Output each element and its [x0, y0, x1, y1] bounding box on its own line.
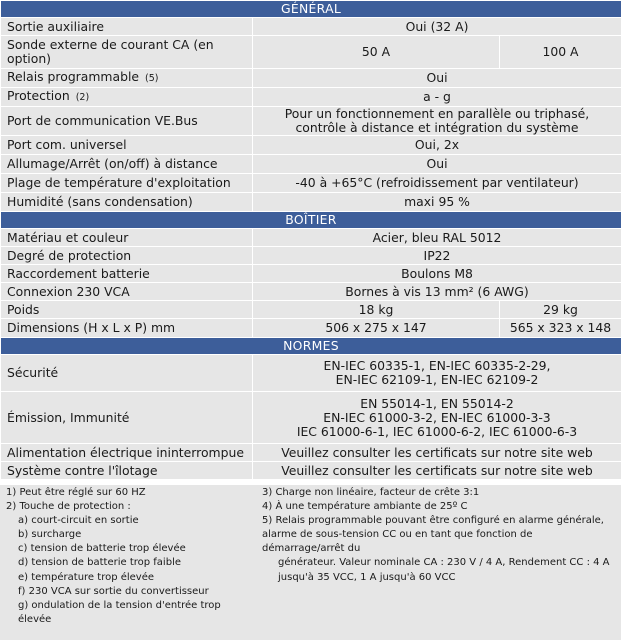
row-value-model-1: 18 kg [253, 301, 500, 319]
row-anti-islanding [1, 462, 622, 480]
row-value-line: EN-IEC 62109-1, EN-IEC 62109-2 [335, 372, 539, 387]
row-label: Alimentation électrique ininterrompue [1, 444, 253, 462]
section-header-housing [1, 212, 622, 229]
row-weight [1, 301, 622, 319]
row-label: Port com. universel [1, 136, 253, 155]
row-label: Système contre l'îlotage [1, 462, 253, 480]
footnote-5: 5) Relais programmable pouvant être configuré en alarme générale, alarme de sous-tension CC ou en tant que fonction de démarrage/arrêt du [262, 515, 604, 555]
row-label [1, 69, 253, 88]
row-label: Sortie auxiliaire [1, 18, 253, 36]
row-label: Sonde externe de courant CA (en option) [1, 36, 253, 69]
footnote-2d: d) tension de batterie trop faible [18, 557, 181, 569]
row-dimensions [1, 319, 622, 338]
row-humidity [1, 193, 622, 212]
section-title-general: GÉNÉRAL [1, 1, 622, 18]
row-value-model-2: 100 A [500, 36, 622, 69]
row-value-model-1: 50 A [253, 36, 500, 69]
row-label: Port de communication VE.Bus [1, 107, 253, 136]
row-label [1, 88, 253, 107]
row-label: Matériau et couleur [1, 229, 253, 247]
footnote-2g: g) ondulation de la tension d'entrée trop élevée [18, 599, 221, 625]
row-value: Oui [253, 155, 622, 174]
footnotes-left [6, 486, 254, 627]
row-aux-output [1, 18, 622, 36]
row-protection-degree [1, 247, 622, 265]
row-ups [1, 444, 622, 462]
row-value: IP22 [253, 247, 622, 265]
row-label-text: Relais programmable [7, 69, 140, 84]
row-label: Allumage/Arrêt (on/off) à distance [1, 155, 253, 174]
row-value-model-2: 29 kg [500, 301, 622, 319]
row-value: maxi 95 % [253, 193, 622, 212]
row-relay [1, 69, 622, 88]
row-value: a - g [253, 88, 622, 107]
row-label: Émission, Immunité [1, 392, 253, 444]
row-value: Boulons M8 [253, 265, 622, 283]
row-value: Oui (32 A) [253, 18, 622, 36]
row-value [253, 355, 622, 392]
row-universal-port [1, 136, 622, 155]
row-material [1, 229, 622, 247]
row-remote-onoff [1, 155, 622, 174]
section-header-general [1, 1, 622, 18]
row-value-line: EN 55014-1, EN 55014-2 [360, 395, 514, 411]
footnote-2: 2) Touche de protection : [6, 501, 131, 513]
row-label: Plage de température d'exploitation [1, 174, 253, 193]
footnote-2e: e) température trop élevée [18, 571, 155, 583]
row-safety [1, 355, 622, 392]
row-value-line: EN-IEC 60335-1, EN-IEC 60335-2-29, [323, 358, 551, 373]
row-temp-range [1, 174, 622, 193]
footnote-1: 1) Peut être réglé sur 60 HZ [6, 487, 146, 498]
row-protection [1, 88, 622, 107]
row-label: Connexion 230 VCA [1, 283, 253, 301]
row-value [253, 392, 622, 444]
footnote-3: 3) Charge non linéaire, facteur de crête 3:1 [262, 487, 480, 498]
row-value: Veuillez consulter les certificats sur notre site web [253, 462, 622, 480]
row-label: Poids [1, 301, 253, 319]
row-label: Humidité (sans condensation) [1, 193, 253, 212]
row-value: Bornes à vis 13 mm² (6 AWG) [253, 283, 622, 301]
row-label: Dimensions (H x L x P) mm [1, 319, 253, 338]
row-battery-connection [1, 265, 622, 283]
footnote-2f: f) 230 VCA sur sortie du convertisseur [18, 585, 209, 597]
row-label: Raccordement batterie [1, 265, 253, 283]
footnote-5-cont: générateur. Valeur nominale CA : 230 V / 4 A, Rendement CC : 4 A jusqu'à 35 VCC, 1 A jusqu'à 60 VCC [278, 557, 610, 583]
row-value-line: contrôle à distance et intégration du système [295, 120, 579, 135]
row-vebus [1, 107, 622, 136]
row-value: -40 à +65°C (refroidissement par ventilateur) [253, 174, 622, 193]
row-label: Degré de protection [1, 247, 253, 265]
footnote-4: 4) À une température ambiante de 25º C [262, 501, 468, 513]
row-value: Oui [253, 69, 622, 88]
row-current-sensor [1, 36, 622, 69]
section-title-standards: NORMES [1, 338, 622, 355]
row-value [253, 107, 622, 136]
row-value-line: Pour un fonctionnement en parallèle ou triphasé, [284, 106, 590, 121]
footnotes [0, 485, 621, 640]
row-value: Oui, 2x [253, 136, 622, 155]
footnotes-right [262, 486, 614, 585]
footnote-ref: (2) [75, 92, 90, 103]
footnote-2a: a) court-circuit en sortie [18, 515, 139, 527]
row-value: Veuillez consulter les certificats sur notre site web [253, 444, 622, 462]
row-value-model-2: 565 x 323 x 148 [500, 319, 622, 338]
row-label: Sécurité [1, 355, 253, 392]
row-value-line: IEC 61000-6-1, IEC 61000-6-2, IEC 61000-6-3 [296, 423, 578, 439]
footnote-2b: b) surcharge [18, 529, 82, 541]
row-value: Acier, bleu RAL 5012 [253, 229, 622, 247]
row-ac-connection [1, 283, 622, 301]
section-title-housing: BOÎTIER [1, 212, 622, 229]
row-label-text: Protection [7, 88, 70, 103]
row-value-line: EN-IEC 61000-3-2, EN-IEC 61000-3-3 [323, 409, 551, 425]
footnote-2c: c) tension de batterie trop élevée [18, 543, 186, 555]
row-emission [1, 392, 622, 444]
row-value-model-1: 506 x 275 x 147 [253, 319, 500, 338]
section-header-standards [1, 338, 622, 355]
footnote-ref: (5) [145, 73, 159, 84]
